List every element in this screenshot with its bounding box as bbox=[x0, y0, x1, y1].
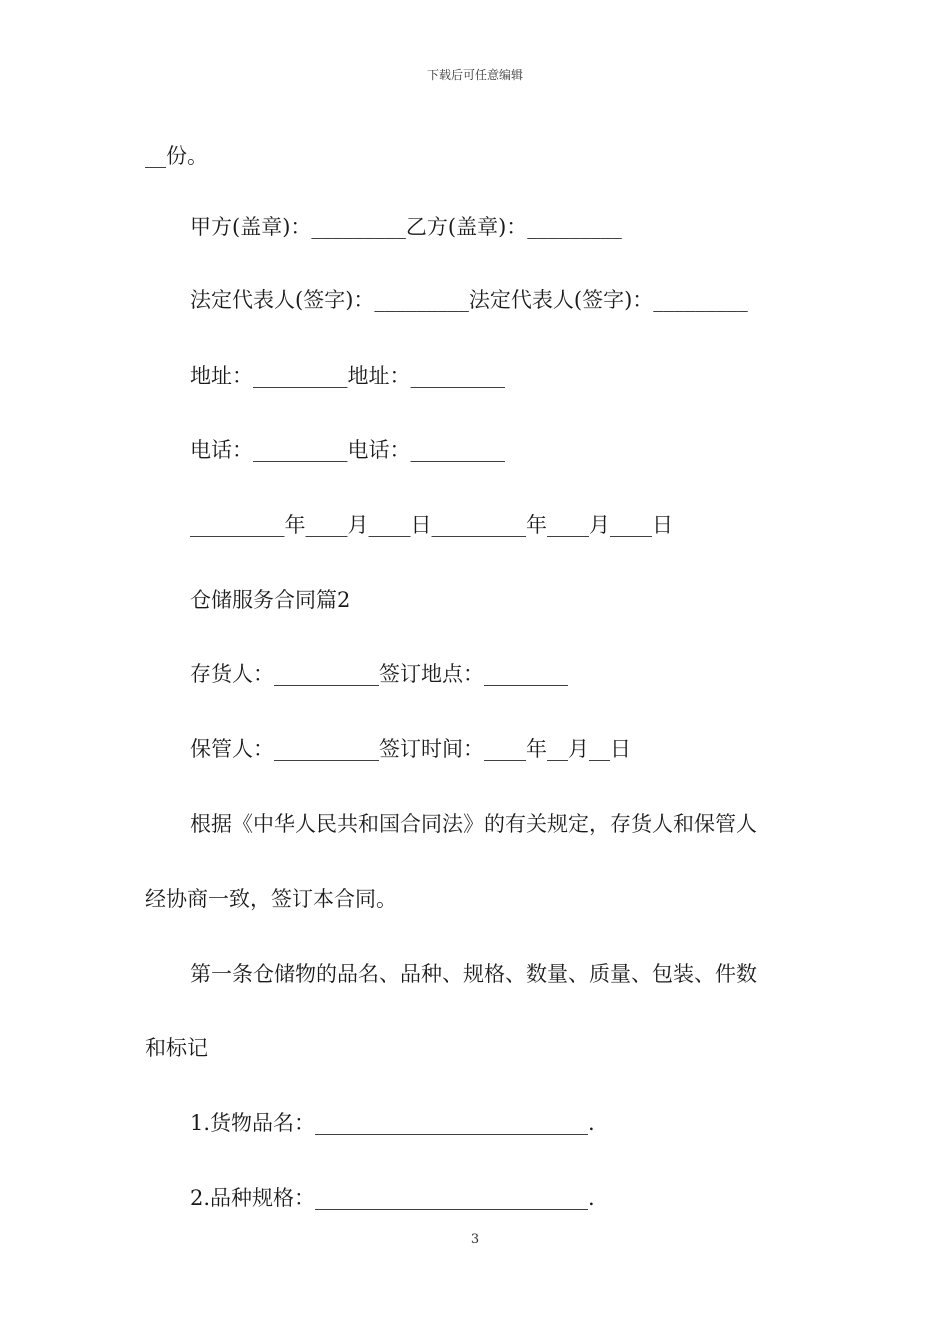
page-number: 3 bbox=[470, 1232, 480, 1247]
item-variety-spec: 2.品种规格：__________________________. bbox=[190, 1186, 595, 1210]
text-line-party-seals: 甲方(盖章)：_________乙方(盖章)：_________ bbox=[190, 215, 622, 239]
paragraph-intro-line-1: 根据《中华人民共和国合同法》的有关规定，存货人和保管人 bbox=[190, 812, 757, 836]
text-line-addresses: 地址：_________地址：_________ bbox=[190, 364, 505, 388]
page-header-note: 下载后可任意编辑 bbox=[426, 68, 523, 82]
text-line-legal-reps: 法定代表人(签字)：_________法定代表人(签字)：_________ bbox=[190, 288, 748, 312]
article-one-line-2: 和标记 bbox=[145, 1036, 208, 1060]
text-line-custodian: 保管人：__________签订时间：____年__月__日 bbox=[190, 737, 631, 761]
section-title: 仓储服务合同篇2 bbox=[190, 588, 351, 612]
text-line-dates: _________年____月____日_________年____月____日 bbox=[190, 513, 673, 537]
paragraph-intro-line-2: 经协商一致，签订本合同。 bbox=[145, 887, 397, 911]
article-one-line-1: 第一条仓储物的品名、品种、规格、数量、质量、包装、件数 bbox=[190, 962, 757, 986]
text-line-phones: 电话：_________电话：_________ bbox=[190, 438, 505, 462]
text-line-copies: __份。 bbox=[145, 144, 208, 168]
item-goods-name: 1.货物品名：__________________________. bbox=[190, 1111, 595, 1135]
text-line-depositor: 存货人：__________签订地点：________ bbox=[190, 662, 568, 686]
